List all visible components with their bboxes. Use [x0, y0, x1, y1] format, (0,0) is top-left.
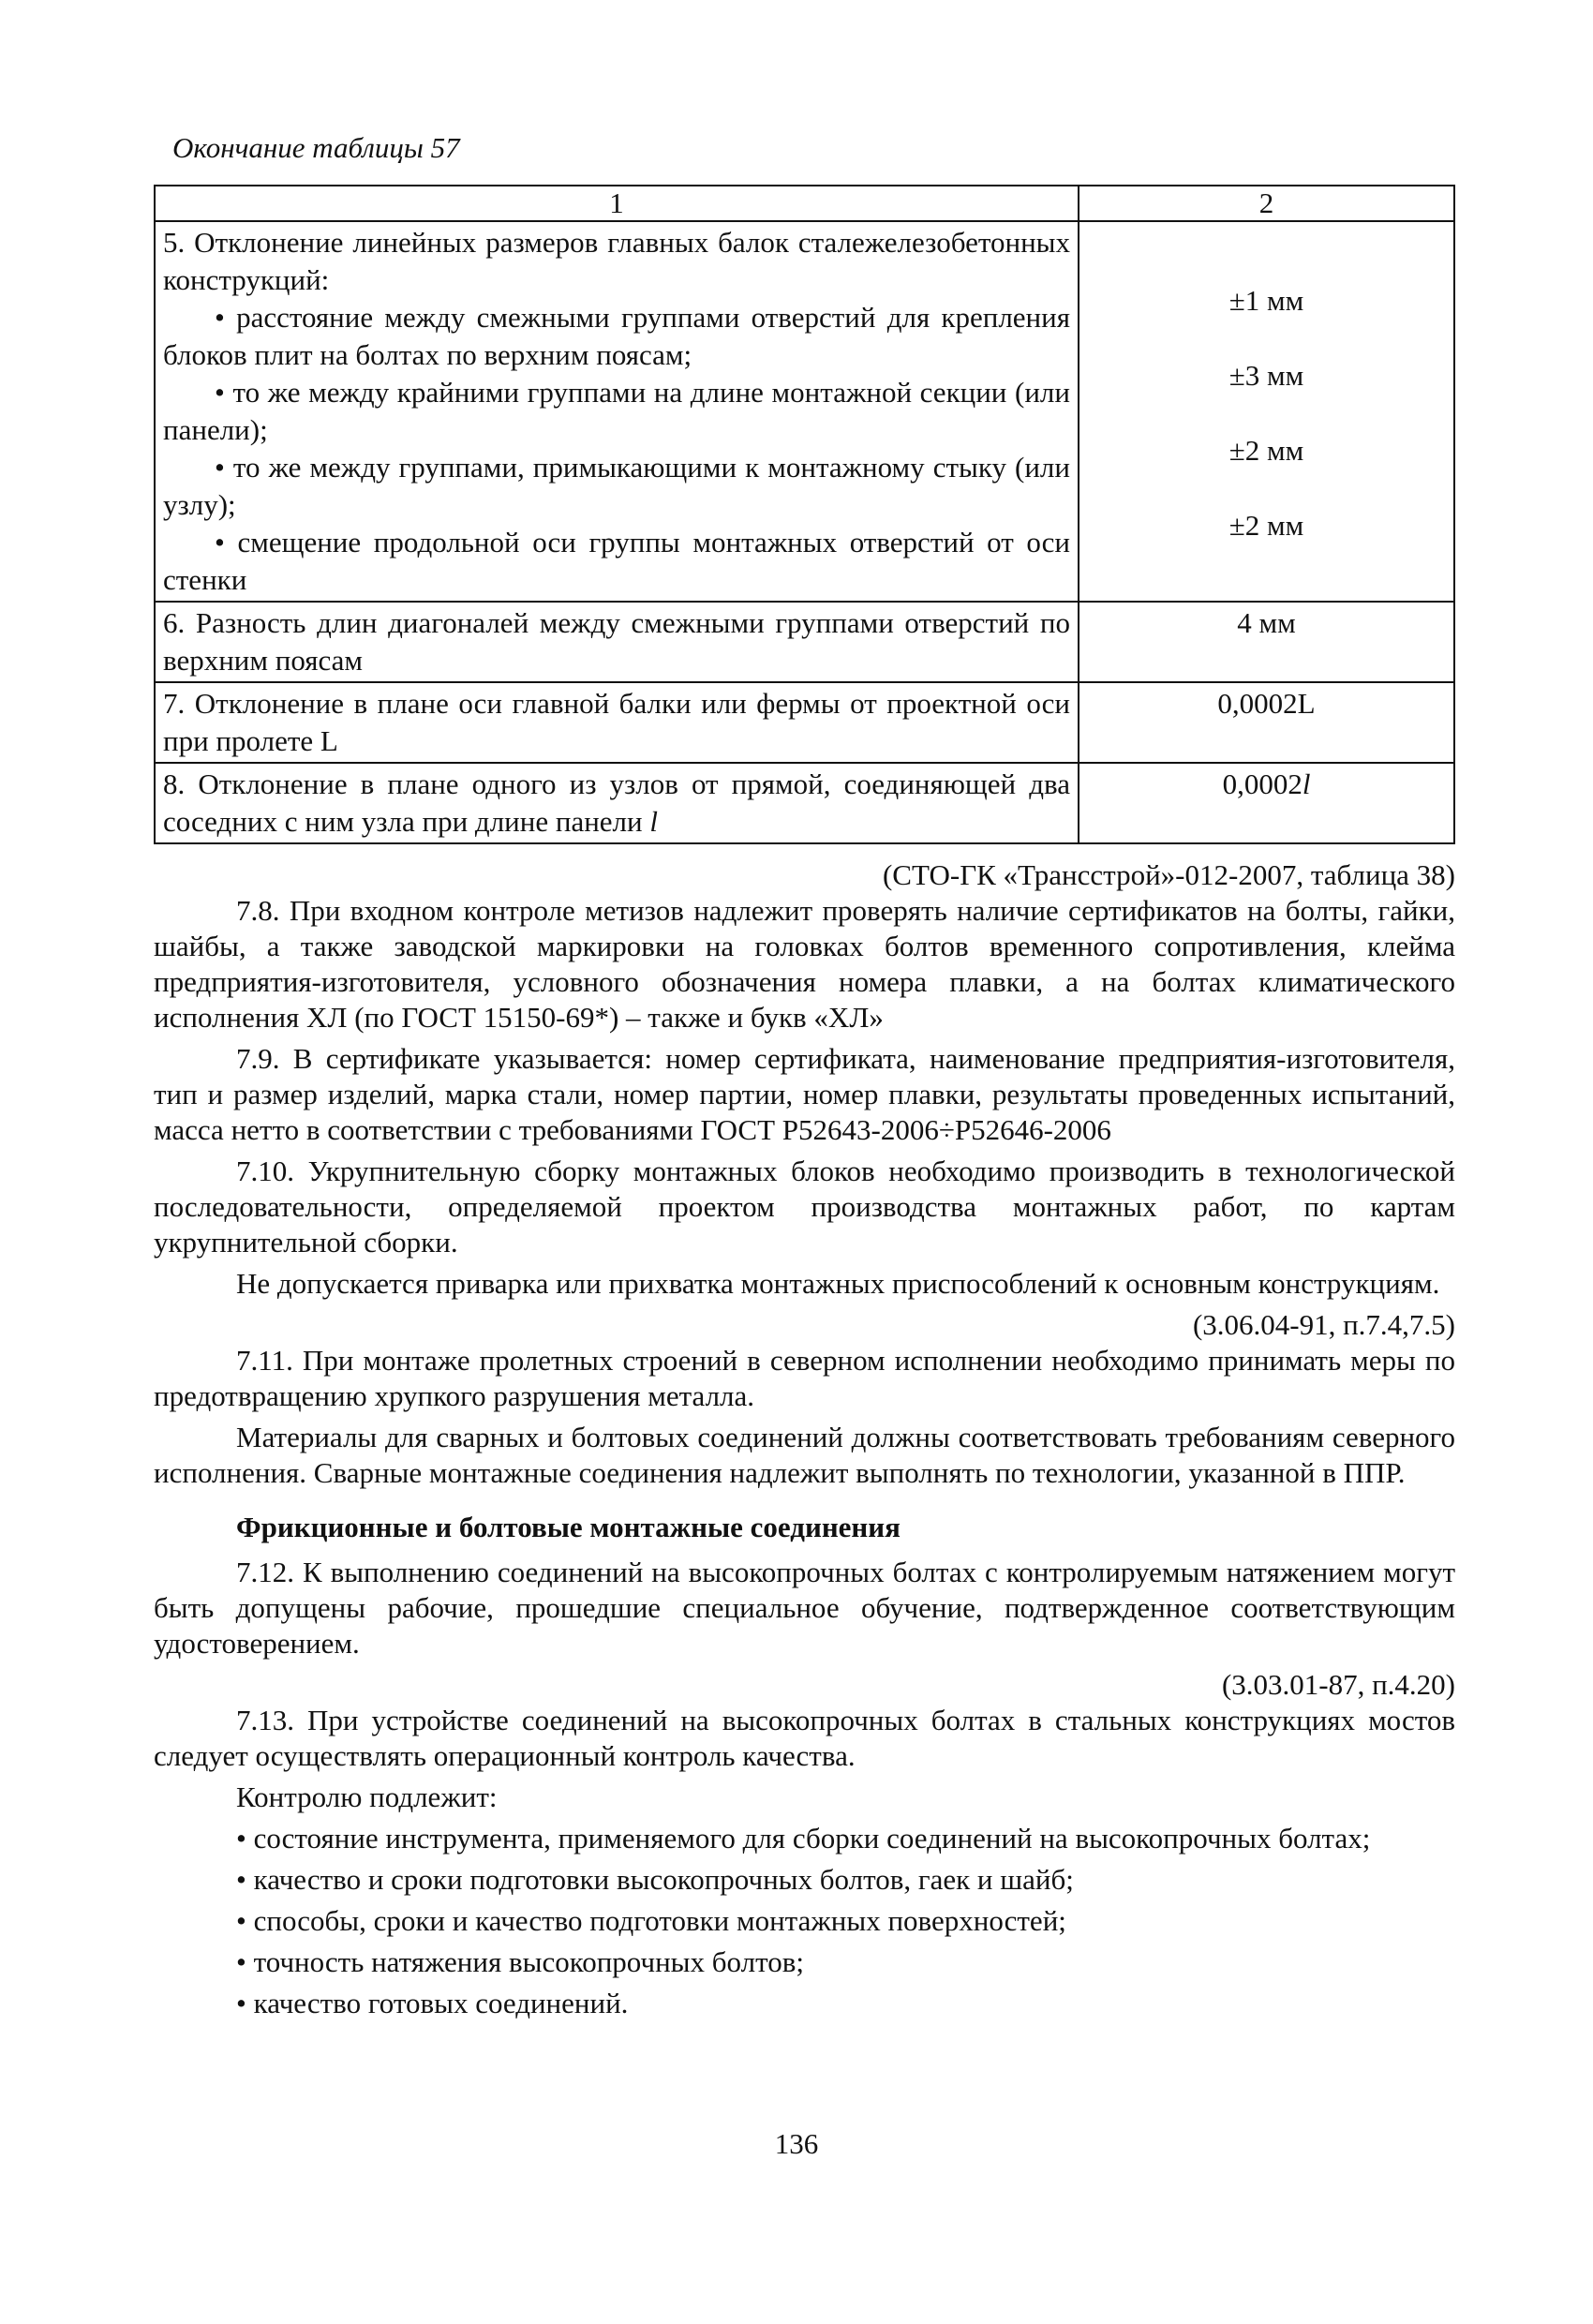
- header-col-2: 2: [1079, 186, 1454, 221]
- paragraph-7-11: 7.11. При монтаже пролетных строений в северном исполнении необходимо принимать меры по предотвращению хрупкого разрушения металла.: [154, 1344, 1455, 1412]
- row-5-description: [155, 221, 1079, 602]
- control-bullet: • качество и сроки подготовки высокопрочных болтов, гаек и шайб;: [236, 1863, 1074, 1896]
- paragraph-7-11-materials: Материалы для сварных и болтовых соединений должны соответствовать требованиям северного исполнения. Сварные монтажные соединения надлежит выполнять по технологии, указанной в ППР.: [154, 1421, 1455, 1489]
- control-bullet: • состояние инструмента, применяемого для сборки соединений на высокопрочных болтах;: [236, 1822, 1371, 1855]
- row-5-item: 5. Отклонение линейных размеров главных балок сталежелезобетонных конструкций:: [163, 226, 1070, 296]
- row-6-value: 4 мм: [1079, 602, 1454, 682]
- page-number: 136: [774, 2127, 819, 2160]
- paragraph-7-13: 7.13. При устройстве соединений на высокопрочных болтах в стальных конструкциях мостов следует осуществлять операционный контроль качества.: [154, 1704, 1455, 1772]
- source-reference: (СТО-ГК «Трансстрой»-012-2007, таблица 38): [882, 858, 1455, 891]
- paragraph-7-10: 7.10. Укрупнительную сборку монтажных блоков необходимо производить в технологической последовательности, определяемой проектом производства монтажных работ, по картам укрупнительной сборки.: [154, 1155, 1455, 1259]
- row-5-values: [1079, 221, 1454, 602]
- header-col-1: 1: [155, 186, 1079, 221]
- table-row: [155, 602, 1454, 682]
- row-5-sub-4: • смещение продольной оси группы монтажных отверстий от оси стенки: [163, 526, 1070, 596]
- row-5-sub-1: • расстояние между смежными группами отверстий для крепления блоков плит на болтах по верхним поясам;: [163, 301, 1070, 371]
- control-bullet: • точность натяжения высокопрочных болтов;: [236, 1945, 804, 1978]
- table-caption: Окончание таблицы 57: [172, 131, 460, 164]
- tolerance-value: ±1 мм: [1228, 284, 1304, 317]
- tolerance-value: ±2 мм: [1228, 434, 1304, 467]
- row-8-description: [155, 763, 1079, 843]
- tolerance-value: ±2 мм: [1228, 509, 1304, 542]
- table-row: [155, 763, 1454, 843]
- row-7-description: 7. Отклонение в плане оси главной балки или фермы от проектной оси при пролете L: [155, 682, 1079, 763]
- row-8-value-symbol: l: [1302, 767, 1311, 800]
- document-body: [154, 857, 1455, 2021]
- tolerance-table: [154, 185, 1455, 844]
- paragraph-7-10-note: Не допускается приварка или прихватка монтажных приспособлений к основным конструкциям.: [236, 1267, 1440, 1300]
- row-6-description: 6. Разность длин диагоналей между смежными группами отверстий по верхним поясам: [155, 602, 1079, 682]
- row-5-sub-3: • то же между группами, примыкающими к монтажному стыку (или узлу);: [163, 451, 1070, 521]
- table-header-row: [155, 186, 1454, 221]
- row-7-value: 0,0002L: [1079, 682, 1454, 763]
- control-bullet: • качество готовых соединений.: [236, 1987, 629, 2019]
- panel-length-symbol: l: [649, 805, 658, 838]
- row-8-value-number: 0,0002: [1222, 767, 1303, 800]
- table-row: [155, 682, 1454, 763]
- control-bullet: • способы, сроки и качество подготовки монтажных поверхностей;: [236, 1904, 1066, 1937]
- reference-3-06-04: (3.06.04-91, п.7.4,7.5): [1192, 1308, 1455, 1341]
- control-intro: Контролю подлежит:: [236, 1780, 498, 1813]
- tolerance-value: ±3 мм: [1228, 359, 1304, 392]
- row-8-value: [1079, 763, 1454, 843]
- section-heading: Фрикционные и болтовые монтажные соединения: [236, 1511, 901, 1543]
- reference-3-03-01: (3.03.01-87, п.4.20): [1221, 1668, 1455, 1701]
- paragraph-7-12: 7.12. К выполнению соединений на высокопрочных болтах с контролируемым натяжением могут быть допущены рабочие, прошедшие специальное обучение, подтвержденное соответствующим удостоверением.: [154, 1556, 1455, 1660]
- row-5-sub-2: • то же между крайними группами на длине монтажной секции (или панели);: [163, 376, 1070, 446]
- paragraph-7-8: 7.8. При входном контроле метизов надлежит проверять наличие сертификатов на болты, гайки, шайбы, а также заводской маркировки на головках болтов временного сопротивления, клейма предприятия-изготовителя, условного обозначения номера плавки, а на болтах климатического исполнения ХЛ (по ГОСТ 15150-69*) – также и букв «ХЛ»: [154, 894, 1455, 1034]
- table-row: [155, 221, 1454, 602]
- row-8-text: 8. Отклонение в плане одного из узлов от прямой, соединяющей два соседних с ним узла при длине панели: [163, 767, 1070, 838]
- paragraph-7-9: 7.9. В сертификате указывается: номер сертификата, наименование предприятия-изготовителя, тип и размер изделий, марка стали, номер партии, номер плавки, результаты проведенных испытаний, масса нетто в соответствии с требованиями ГОСТ Р52643-2006÷Р52646-2006: [154, 1042, 1455, 1146]
